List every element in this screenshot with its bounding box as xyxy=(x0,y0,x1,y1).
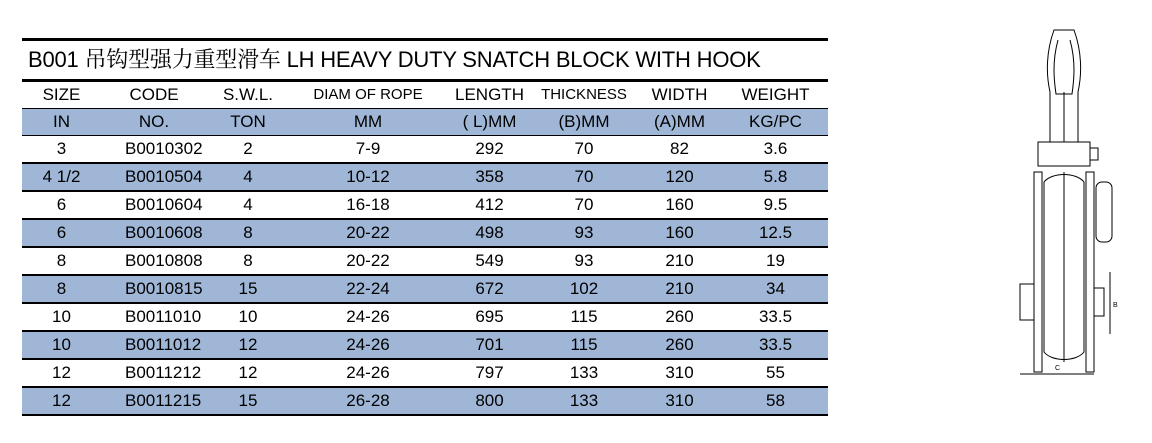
table-cell: 102 xyxy=(532,275,636,303)
table-cell: 120 xyxy=(636,163,723,191)
header-cell: CODE xyxy=(101,82,207,109)
table-cell: 24-26 xyxy=(289,359,447,387)
table-cell: 701 xyxy=(447,331,532,359)
header-cell: WEIGHT xyxy=(723,82,828,109)
table-cell: 160 xyxy=(636,219,723,247)
table-cell: 58 xyxy=(723,387,828,415)
unit-cell: (A)MM xyxy=(636,109,723,136)
swivel-block xyxy=(1038,142,1090,166)
table-cell: B0010604 xyxy=(101,191,207,219)
table-cell: 800 xyxy=(447,387,532,415)
table-cell: 33.5 xyxy=(723,303,828,331)
table-cell: B0011012 xyxy=(101,331,207,359)
table-cell: 55 xyxy=(723,359,828,387)
table-row xyxy=(22,331,828,359)
table-cell: 133 xyxy=(532,387,636,415)
axle-nut xyxy=(1094,288,1104,316)
header-row xyxy=(22,82,828,109)
table-cell: 93 xyxy=(532,247,636,275)
unit-row xyxy=(22,109,828,136)
hook-inner xyxy=(1054,40,1074,94)
table-row xyxy=(22,359,828,387)
table-cell: 498 xyxy=(447,219,532,247)
table-cell: 8 xyxy=(207,247,289,275)
unit-cell: MM xyxy=(289,109,447,136)
table-row xyxy=(22,219,828,247)
table-cell: 160 xyxy=(636,191,723,219)
table-cell: B0011212 xyxy=(101,359,207,387)
table-cell: 24-26 xyxy=(289,303,447,331)
table-cell: 695 xyxy=(447,303,532,331)
table-title: B001 吊钩型强力重型滑车 LH HEAVY DUTY SNATCH BLOCK WITH HOOK xyxy=(22,41,828,82)
unit-cell: IN xyxy=(22,109,101,136)
table-cell: 10 xyxy=(22,303,101,331)
header-cell: DIAM OF ROPE xyxy=(289,82,447,109)
table-cell: 210 xyxy=(636,247,723,275)
table-cell: 210 xyxy=(636,275,723,303)
table-cell: 93 xyxy=(532,219,636,247)
unit-cell: ( L)MM xyxy=(447,109,532,136)
table-cell: 672 xyxy=(447,275,532,303)
table-cell: 8 xyxy=(207,219,289,247)
table-cell: 292 xyxy=(447,136,532,164)
table-cell: B0011215 xyxy=(101,387,207,415)
table-cell: 12.5 xyxy=(723,219,828,247)
table-cell: 15 xyxy=(207,387,289,415)
table-cell: 26-28 xyxy=(289,387,447,415)
dimension-label-c: C xyxy=(1055,365,1061,372)
table-cell: 115 xyxy=(532,303,636,331)
table-cell: 34 xyxy=(723,275,828,303)
header-cell: SIZE xyxy=(22,82,101,109)
table-cell: 82 xyxy=(636,136,723,164)
table-cell: 260 xyxy=(636,303,723,331)
table-cell: 70 xyxy=(532,136,636,164)
gate-latch xyxy=(1096,182,1112,242)
table-row xyxy=(22,163,828,191)
table-cell: 70 xyxy=(532,163,636,191)
side-plate-right xyxy=(1086,172,1094,372)
table-cell: 12 xyxy=(207,331,289,359)
header-cell: LENGTH xyxy=(447,82,532,109)
table-cell: 10 xyxy=(207,303,289,331)
table-cell: 10 xyxy=(22,331,101,359)
table-cell: 6 xyxy=(22,191,101,219)
table-cell: 6 xyxy=(22,219,101,247)
table-cell: 12 xyxy=(207,359,289,387)
header-cell: WIDTH xyxy=(636,82,723,109)
table-cell: 20-22 xyxy=(289,219,447,247)
table-cell: 358 xyxy=(447,163,532,191)
snatch-block-drawing xyxy=(1010,22,1140,382)
table-cell: B0010815 xyxy=(101,275,207,303)
table-cell: 10-12 xyxy=(289,163,447,191)
table-cell: 19 xyxy=(723,247,828,275)
dimension-label-b: B xyxy=(1113,302,1118,309)
swivel-nut xyxy=(1090,148,1098,160)
table-cell: B0011010 xyxy=(101,303,207,331)
table-cell: 5.8 xyxy=(723,163,828,191)
table-cell: 260 xyxy=(636,331,723,359)
table-row xyxy=(22,387,828,415)
spec-table-wrap xyxy=(22,38,828,416)
table-cell: 20-22 xyxy=(289,247,447,275)
table-cell: 24-26 xyxy=(289,331,447,359)
table-cell: 133 xyxy=(532,359,636,387)
table-cell: 3 xyxy=(22,136,101,164)
table-cell: B0010808 xyxy=(101,247,207,275)
spec-table xyxy=(22,82,828,416)
table-cell: 33.5 xyxy=(723,331,828,359)
table-cell: 797 xyxy=(447,359,532,387)
axle-bolt-head xyxy=(1020,284,1034,320)
header-cell: S.W.L. xyxy=(207,82,289,109)
table-cell: B0010504 xyxy=(101,163,207,191)
table-cell: 7-9 xyxy=(289,136,447,164)
table-cell: B0010608 xyxy=(101,219,207,247)
table-cell: 12 xyxy=(22,359,101,387)
unit-cell: TON xyxy=(207,109,289,136)
unit-cell: KG/PC xyxy=(723,109,828,136)
table-cell: 12 xyxy=(22,387,101,415)
table-cell: 22-24 xyxy=(289,275,447,303)
table-cell: 4 xyxy=(207,163,289,191)
table-cell: 15 xyxy=(207,275,289,303)
side-plate-left xyxy=(1034,172,1042,372)
table-cell: 9.5 xyxy=(723,191,828,219)
unit-cell: (B)MM xyxy=(532,109,636,136)
table-cell: 115 xyxy=(532,331,636,359)
table-cell: 8 xyxy=(22,275,101,303)
unit-cell: NO. xyxy=(101,109,207,136)
table-cell: 4 xyxy=(207,191,289,219)
table-cell: 2 xyxy=(207,136,289,164)
table-cell: 70 xyxy=(532,191,636,219)
header-cell: THICKNESS xyxy=(532,82,636,109)
table-cell: 8 xyxy=(22,247,101,275)
table-row xyxy=(22,136,828,164)
table-cell: 3.6 xyxy=(723,136,828,164)
table-row xyxy=(22,303,828,331)
table-row xyxy=(22,247,828,275)
table-cell: 412 xyxy=(447,191,532,219)
table-cell: 310 xyxy=(636,387,723,415)
table-cell: 4 1/2 xyxy=(22,163,101,191)
table-cell: 549 xyxy=(447,247,532,275)
table-row xyxy=(22,191,828,219)
table-cell: B0010302 xyxy=(101,136,207,164)
table-cell: 310 xyxy=(636,359,723,387)
table-row xyxy=(22,275,828,303)
table-cell: 16-18 xyxy=(289,191,447,219)
